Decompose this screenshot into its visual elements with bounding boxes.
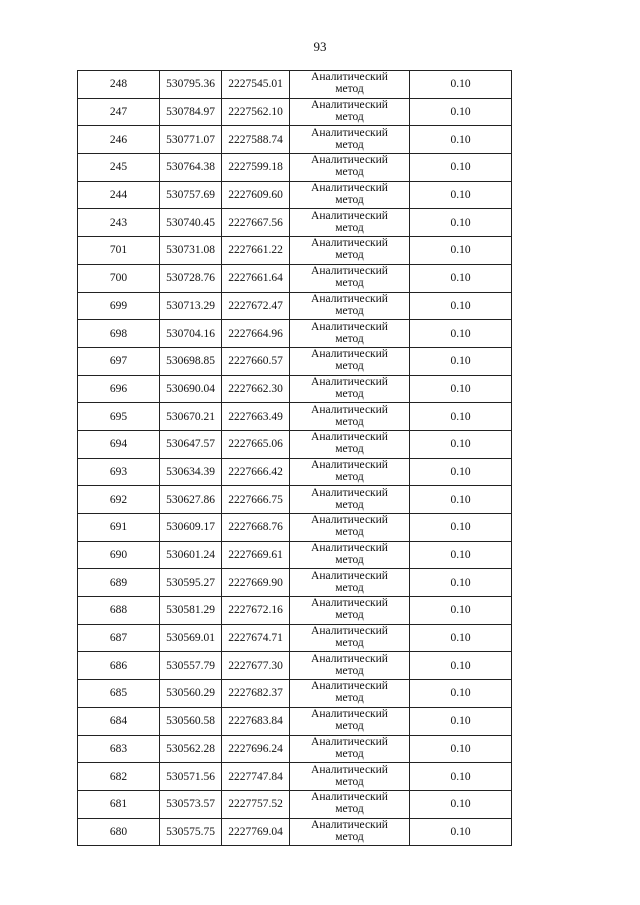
y-coordinate-cell: 2227747.84 [222,763,290,791]
method-cell [290,541,410,569]
point-number-cell: 680 [78,818,160,846]
y-coordinate-cell: 2227696.24 [222,735,290,763]
x-coordinate-cell: 530713.29 [160,292,222,320]
x-coordinate-cell: 530740.45 [160,209,222,237]
method-label-line2: метод [335,249,364,262]
method-label-line1: Аналитический [311,708,388,721]
method-cell [290,569,410,597]
method-label-line1: Аналитический [311,154,388,167]
table-row [78,597,512,625]
table-row [78,126,512,154]
point-number-cell: 682 [78,763,160,791]
method-cell [290,818,410,846]
table-row [78,292,512,320]
method-label-line1: Аналитический [311,320,388,333]
x-coordinate-cell: 530560.58 [160,707,222,735]
method-label-line1: Аналитический [311,791,388,804]
y-coordinate-cell: 2227769.04 [222,818,290,846]
method-cell [290,320,410,348]
method-label-line2: метод [335,609,364,622]
error-value-cell: 0.10 [410,209,512,237]
method-label-line2: метод [335,111,364,124]
y-coordinate-cell: 2227661.64 [222,264,290,292]
x-coordinate-cell: 530647.57 [160,430,222,458]
table-row [78,237,512,265]
method-cell [290,597,410,625]
method-label-line2: метод [335,747,364,760]
method-label-line1: Аналитический [311,292,388,305]
table-row [78,680,512,708]
method-label-line2: метод [335,526,364,539]
x-coordinate-cell: 530757.69 [160,181,222,209]
x-coordinate-cell: 530670.21 [160,403,222,431]
table-row [78,624,512,652]
y-coordinate-cell: 2227666.42 [222,458,290,486]
method-label-line2: метод [335,415,364,428]
table-row [78,541,512,569]
y-coordinate-cell: 2227562.10 [222,98,290,126]
method-label-line2: метод [335,498,364,511]
point-number-cell: 248 [78,71,160,99]
y-coordinate-cell: 2227663.49 [222,403,290,431]
x-coordinate-cell: 530575.75 [160,818,222,846]
table-row [78,790,512,818]
x-coordinate-cell: 530690.04 [160,375,222,403]
method-label-line1: Аналитический [311,71,388,84]
x-coordinate-cell: 530771.07 [160,126,222,154]
method-label-line1: Аналитический [311,265,388,278]
method-cell [290,209,410,237]
method-cell [290,624,410,652]
table-row [78,763,512,791]
table-row [78,347,512,375]
method-cell [290,514,410,542]
point-number-cell: 688 [78,597,160,625]
method-label-line1: Аналитический [311,237,388,250]
y-coordinate-cell: 2227672.16 [222,597,290,625]
error-value-cell: 0.10 [410,403,512,431]
y-coordinate-cell: 2227683.84 [222,707,290,735]
method-label-line1: Аналитический [311,182,388,195]
table-row [78,209,512,237]
x-coordinate-cell: 530764.38 [160,154,222,182]
method-label-line1: Аналитический [311,126,388,139]
point-number-cell: 681 [78,790,160,818]
method-label-line1: Аналитический [311,514,388,527]
error-value-cell: 0.10 [410,458,512,486]
method-cell [290,680,410,708]
x-coordinate-cell: 530728.76 [160,264,222,292]
method-cell [290,486,410,514]
point-number-cell: 685 [78,680,160,708]
point-number-cell: 245 [78,154,160,182]
method-cell [290,652,410,680]
method-label-line1: Аналитический [311,348,388,361]
y-coordinate-cell: 2227664.96 [222,320,290,348]
method-label-line2: метод [335,332,364,345]
x-coordinate-cell: 530795.36 [160,71,222,99]
method-label-line1: Аналитический [311,542,388,555]
table-row [78,569,512,597]
method-cell [290,763,410,791]
point-number-cell: 692 [78,486,160,514]
table-row [78,181,512,209]
method-label-line2: метод [335,830,364,843]
method-label-line1: Аналитический [311,680,388,693]
x-coordinate-cell: 530581.29 [160,597,222,625]
error-value-cell: 0.10 [410,486,512,514]
point-number-cell: 689 [78,569,160,597]
error-value-cell: 0.10 [410,514,512,542]
table-row [78,320,512,348]
y-coordinate-cell: 2227677.30 [222,652,290,680]
page-number: 93 [313,39,327,54]
point-number-cell: 695 [78,403,160,431]
table-row [78,264,512,292]
error-value-cell: 0.10 [410,375,512,403]
method-cell [290,154,410,182]
point-number-cell: 243 [78,209,160,237]
error-value-cell: 0.10 [410,624,512,652]
method-label-line1: Аналитический [311,486,388,499]
error-value-cell: 0.10 [410,98,512,126]
method-label-line2: метод [335,692,364,705]
y-coordinate-cell: 2227661.22 [222,237,290,265]
method-cell [290,98,410,126]
point-number-cell: 246 [78,126,160,154]
coordinates-table [77,70,512,846]
x-coordinate-cell: 530562.28 [160,735,222,763]
method-label-line2: метод [335,138,364,151]
x-coordinate-cell: 530601.24 [160,541,222,569]
point-number-cell: 684 [78,707,160,735]
error-value-cell: 0.10 [410,541,512,569]
table-row [78,375,512,403]
method-cell [290,403,410,431]
point-number-cell: 700 [78,264,160,292]
x-coordinate-cell: 530627.86 [160,486,222,514]
method-cell [290,735,410,763]
x-coordinate-cell: 530569.01 [160,624,222,652]
error-value-cell: 0.10 [410,430,512,458]
method-label-line1: Аналитический [311,597,388,610]
y-coordinate-cell: 2227669.61 [222,541,290,569]
method-label-line2: метод [335,775,364,788]
x-coordinate-cell: 530609.17 [160,514,222,542]
method-label-line2: метод [335,720,364,733]
y-coordinate-cell: 2227757.52 [222,790,290,818]
point-number-cell: 244 [78,181,160,209]
error-value-cell: 0.10 [410,735,512,763]
y-coordinate-cell: 2227666.75 [222,486,290,514]
method-label-line1: Аналитический [311,99,388,112]
table-row [78,430,512,458]
y-coordinate-cell: 2227545.01 [222,71,290,99]
method-label-line2: метод [335,637,364,650]
x-coordinate-cell: 530784.97 [160,98,222,126]
table-row [78,98,512,126]
y-coordinate-cell: 2227669.90 [222,569,290,597]
method-label-line1: Аналитический [311,818,388,831]
point-number-cell: 247 [78,98,160,126]
method-label-line1: Аналитический [311,209,388,222]
x-coordinate-cell: 530571.56 [160,763,222,791]
method-label-line1: Аналитический [311,652,388,665]
method-label-line2: метод [335,304,364,317]
table-row [78,486,512,514]
error-value-cell: 0.10 [410,126,512,154]
method-label-line1: Аналитический [311,569,388,582]
error-value-cell: 0.10 [410,680,512,708]
y-coordinate-cell: 2227668.76 [222,514,290,542]
x-coordinate-cell: 530557.79 [160,652,222,680]
method-label-line2: метод [335,443,364,456]
method-label-line1: Аналитический [311,375,388,388]
method-label-line2: метод [335,360,364,373]
x-coordinate-cell: 530560.29 [160,680,222,708]
table-row [78,652,512,680]
error-value-cell: 0.10 [410,707,512,735]
method-label-line1: Аналитический [311,431,388,444]
y-coordinate-cell: 2227662.30 [222,375,290,403]
method-label-line2: метод [335,83,364,96]
x-coordinate-cell: 530731.08 [160,237,222,265]
error-value-cell: 0.10 [410,597,512,625]
point-number-cell: 683 [78,735,160,763]
x-coordinate-cell: 530698.85 [160,347,222,375]
table-row [78,735,512,763]
table-row [78,71,512,99]
method-cell [290,237,410,265]
method-label-line2: метод [335,194,364,207]
point-number-cell: 694 [78,430,160,458]
method-cell [290,707,410,735]
method-label-line2: метод [335,803,364,816]
table-row [78,707,512,735]
method-label-line1: Аналитический [311,625,388,638]
y-coordinate-cell: 2227599.18 [222,154,290,182]
point-number-cell: 690 [78,541,160,569]
y-coordinate-cell: 2227667.56 [222,209,290,237]
x-coordinate-cell: 530595.27 [160,569,222,597]
y-coordinate-cell: 2227672.47 [222,292,290,320]
error-value-cell: 0.10 [410,569,512,597]
point-number-cell: 701 [78,237,160,265]
y-coordinate-cell: 2227609.60 [222,181,290,209]
error-value-cell: 0.10 [410,237,512,265]
table-row [78,403,512,431]
x-coordinate-cell: 530704.16 [160,320,222,348]
method-label-line1: Аналитический [311,735,388,748]
method-cell [290,71,410,99]
point-number-cell: 699 [78,292,160,320]
method-cell [290,430,410,458]
method-cell [290,375,410,403]
y-coordinate-cell: 2227660.57 [222,347,290,375]
point-number-cell: 691 [78,514,160,542]
method-cell [290,458,410,486]
method-label-line2: метод [335,387,364,400]
point-number-cell: 696 [78,375,160,403]
table-row [78,154,512,182]
method-label-line2: метод [335,664,364,677]
point-number-cell: 693 [78,458,160,486]
y-coordinate-cell: 2227682.37 [222,680,290,708]
method-cell [290,181,410,209]
method-label-line2: метод [335,277,364,290]
y-coordinate-cell: 2227588.74 [222,126,290,154]
error-value-cell: 0.10 [410,818,512,846]
error-value-cell: 0.10 [410,181,512,209]
table-row [78,818,512,846]
error-value-cell: 0.10 [410,320,512,348]
point-number-cell: 698 [78,320,160,348]
error-value-cell: 0.10 [410,763,512,791]
method-label-line2: метод [335,166,364,179]
method-label-line1: Аналитический [311,458,388,471]
error-value-cell: 0.10 [410,652,512,680]
error-value-cell: 0.10 [410,71,512,99]
y-coordinate-cell: 2227674.71 [222,624,290,652]
y-coordinate-cell: 2227665.06 [222,430,290,458]
coordinates-table-body [78,71,512,846]
method-label-line2: метод [335,581,364,594]
method-label-line2: метод [335,554,364,567]
table-row [78,514,512,542]
method-cell [290,264,410,292]
method-cell [290,347,410,375]
method-label-line2: метод [335,470,364,483]
x-coordinate-cell: 530573.57 [160,790,222,818]
error-value-cell: 0.10 [410,790,512,818]
method-cell [290,292,410,320]
error-value-cell: 0.10 [410,292,512,320]
point-number-cell: 697 [78,347,160,375]
method-label-line2: метод [335,221,364,234]
point-number-cell: 687 [78,624,160,652]
table-row [78,458,512,486]
error-value-cell: 0.10 [410,154,512,182]
point-number-cell: 686 [78,652,160,680]
error-value-cell: 0.10 [410,264,512,292]
error-value-cell: 0.10 [410,347,512,375]
method-label-line1: Аналитический [311,763,388,776]
x-coordinate-cell: 530634.39 [160,458,222,486]
method-cell [290,126,410,154]
method-label-line1: Аналитический [311,403,388,416]
method-cell [290,790,410,818]
